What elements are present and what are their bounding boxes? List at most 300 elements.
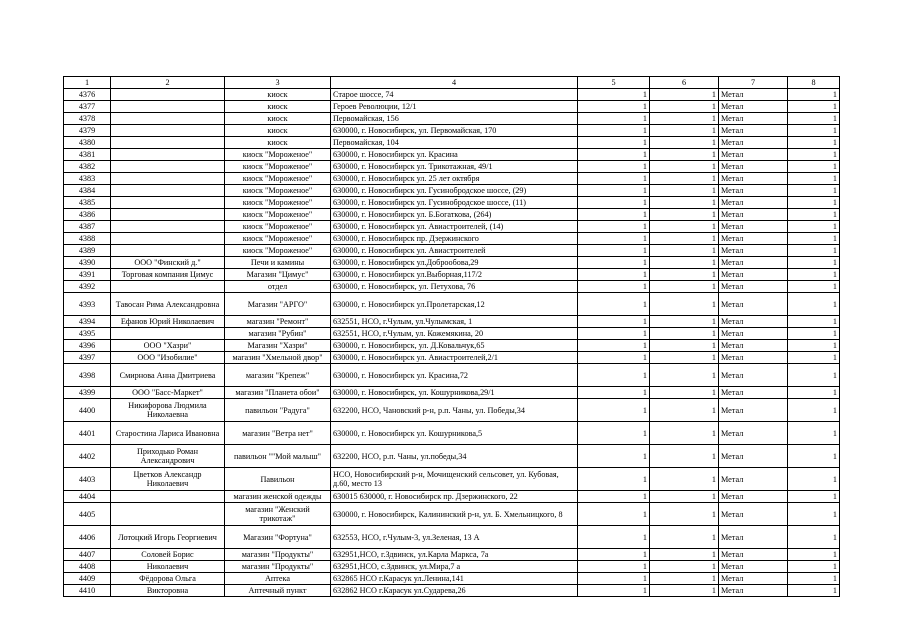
column-header: 2 [111, 77, 225, 89]
count-value-cell: 1 [650, 221, 719, 233]
owner-name-cell [111, 173, 225, 185]
object-type-cell: киоск "Мороженое" [225, 221, 331, 233]
table-row [64, 233, 840, 245]
table-row [64, 340, 840, 352]
column-header: 6 [650, 77, 719, 89]
count-value-cell: 1 [650, 89, 719, 101]
object-type-cell: Аптечный пункт [225, 585, 331, 597]
row-number-cell: 4393 [64, 293, 111, 316]
owner-name-cell [111, 221, 225, 233]
material-cell: Метал [719, 185, 788, 197]
material-cell: Метал [719, 316, 788, 328]
table-row [64, 445, 840, 468]
table-row [64, 221, 840, 233]
count-value-cell: 1 [788, 573, 840, 585]
row-number-cell: 4378 [64, 113, 111, 125]
count-value-cell: 1 [578, 101, 650, 113]
count-value-cell: 1 [650, 209, 719, 221]
count-value-cell: 1 [650, 161, 719, 173]
count-value-cell: 1 [578, 352, 650, 364]
material-cell: Метал [719, 468, 788, 491]
count-value-cell: 1 [578, 233, 650, 245]
material-cell: Метал [719, 445, 788, 468]
address-cell: 632951,НСО, г.Здвинск, ул.Карла Маркса, 7а [331, 549, 578, 561]
address-cell: 630000, г. Новосибирск ул. Красина [331, 149, 578, 161]
count-value-cell: 1 [788, 340, 840, 352]
material-cell: Метал [719, 399, 788, 422]
object-type-cell: Печи и камины [225, 257, 331, 269]
table-row [64, 209, 840, 221]
object-type-cell: Магазин "Хазри" [225, 340, 331, 352]
count-value-cell: 1 [788, 197, 840, 209]
count-value-cell: 1 [788, 269, 840, 281]
table-row [64, 173, 840, 185]
owner-name-cell: ООО "Финский д." [111, 257, 225, 269]
row-number-cell: 4388 [64, 233, 111, 245]
material-cell: Метал [719, 352, 788, 364]
count-value-cell: 1 [650, 352, 719, 364]
object-type-cell: павильон ""Мой малыш" [225, 445, 331, 468]
count-value-cell: 1 [650, 197, 719, 209]
object-type-cell: киоск "Мороженое" [225, 233, 331, 245]
owner-name-cell [111, 161, 225, 173]
column-header: 1 [64, 77, 111, 89]
row-number-cell: 4384 [64, 185, 111, 197]
address-cell: 630000, г. Новосибирск ул.Доброобова,29 [331, 257, 578, 269]
row-number-cell: 4379 [64, 125, 111, 137]
material-cell: Метал [719, 561, 788, 573]
address-cell: Героев Революции, 12/1 [331, 101, 578, 113]
count-value-cell: 1 [788, 293, 840, 316]
address-cell: НСО, Новосибирский р-н, Мочищенский сельсовет, ул. Кубовая, д.60, место 13 [331, 468, 578, 491]
count-value-cell: 1 [650, 101, 719, 113]
count-value-cell: 1 [788, 245, 840, 257]
owner-name-cell: Соловей Борис [111, 549, 225, 561]
material-cell: Метал [719, 161, 788, 173]
address-cell: 630000, г. Новосибирск, ул. Кошурникова,29/1 [331, 387, 578, 399]
owner-name-cell: ООО "Изобилие" [111, 352, 225, 364]
owner-name-cell [111, 89, 225, 101]
address-cell: 630000, г. Новосибирск ул. Авиастроителей, (14) [331, 221, 578, 233]
owner-name-cell [111, 197, 225, 209]
count-value-cell: 1 [788, 399, 840, 422]
object-type-cell: киоск "Мороженое" [225, 185, 331, 197]
material-cell: Метал [719, 281, 788, 293]
count-value-cell: 1 [578, 328, 650, 340]
count-value-cell: 1 [650, 491, 719, 503]
address-cell: 632865 НСО г.Карасук ул.Ленина,141 [331, 573, 578, 585]
table-row [64, 364, 840, 387]
material-cell: Метал [719, 245, 788, 257]
object-type-cell: киоск "Мороженое" [225, 209, 331, 221]
owner-name-cell [111, 113, 225, 125]
count-value-cell: 1 [578, 491, 650, 503]
owner-name-cell: Старостина Лариса Ивановна [111, 422, 225, 445]
count-value-cell: 1 [650, 387, 719, 399]
count-value-cell: 1 [650, 573, 719, 585]
owner-name-cell: Никифорова Людмила Николаевна [111, 399, 225, 422]
count-value-cell: 1 [650, 316, 719, 328]
material-cell: Метал [719, 364, 788, 387]
material-cell: Метал [719, 173, 788, 185]
count-value-cell: 1 [578, 445, 650, 468]
owner-name-cell [111, 149, 225, 161]
table-row [64, 316, 840, 328]
count-value-cell: 1 [578, 293, 650, 316]
column-header: 8 [788, 77, 840, 89]
material-cell: Метал [719, 526, 788, 549]
row-number-cell: 4398 [64, 364, 111, 387]
table-row [64, 149, 840, 161]
row-number-cell: 4407 [64, 549, 111, 561]
row-number-cell: 4381 [64, 149, 111, 161]
count-value-cell: 1 [650, 137, 719, 149]
address-cell: 630000, г. Новосибирск ул. Красина,72 [331, 364, 578, 387]
table-row [64, 197, 840, 209]
owner-name-cell [111, 233, 225, 245]
owner-name-cell [111, 503, 225, 526]
count-value-cell: 1 [578, 257, 650, 269]
address-cell: 630000, г. Новосибирск ул. Трикотажная, 49/1 [331, 161, 578, 173]
count-value-cell: 1 [788, 503, 840, 526]
count-value-cell: 1 [578, 387, 650, 399]
material-cell: Метал [719, 89, 788, 101]
material-cell: Метал [719, 257, 788, 269]
owner-name-cell: Тавосан Рима Александровна [111, 293, 225, 316]
count-value-cell: 1 [578, 161, 650, 173]
count-value-cell: 1 [788, 89, 840, 101]
count-value-cell: 1 [578, 173, 650, 185]
object-type-cell: киоск [225, 125, 331, 137]
count-value-cell: 1 [578, 89, 650, 101]
column-header: 5 [578, 77, 650, 89]
address-cell: 632200, НСО, Чановский р-н, р.п. Чаны, ул. Победы,34 [331, 399, 578, 422]
object-type-cell: павильон "Радуга" [225, 399, 331, 422]
table-row [64, 245, 840, 257]
count-value-cell: 1 [650, 364, 719, 387]
column-header: 3 [225, 77, 331, 89]
count-value-cell: 1 [788, 328, 840, 340]
address-cell: 630000, г. Новосибирск ул.Выборная,117/2 [331, 269, 578, 281]
material-cell: Метал [719, 269, 788, 281]
column-header: 7 [719, 77, 788, 89]
material-cell: Метал [719, 221, 788, 233]
object-type-cell: киоск [225, 89, 331, 101]
owner-name-cell [111, 281, 225, 293]
count-value-cell: 1 [650, 561, 719, 573]
material-cell: Метал [719, 328, 788, 340]
count-value-cell: 1 [650, 173, 719, 185]
count-value-cell: 1 [650, 585, 719, 597]
count-value-cell: 1 [578, 209, 650, 221]
row-number-cell: 4386 [64, 209, 111, 221]
owner-name-cell [111, 245, 225, 257]
owner-name-cell [111, 328, 225, 340]
count-value-cell: 1 [650, 281, 719, 293]
material-cell: Метал [719, 233, 788, 245]
row-number-cell: 4402 [64, 445, 111, 468]
object-type-cell: киоск [225, 101, 331, 113]
material-cell: Метал [719, 491, 788, 503]
material-cell: Метал [719, 422, 788, 445]
row-number-cell: 4382 [64, 161, 111, 173]
owner-name-cell [111, 137, 225, 149]
count-value-cell: 1 [578, 549, 650, 561]
table-row [64, 526, 840, 549]
count-value-cell: 1 [788, 585, 840, 597]
object-type-cell: Павильон [225, 468, 331, 491]
table-row [64, 422, 840, 445]
count-value-cell: 1 [788, 137, 840, 149]
object-type-cell: Магазин "Фортуна" [225, 526, 331, 549]
row-number-cell: 4391 [64, 269, 111, 281]
row-number-cell: 4387 [64, 221, 111, 233]
count-value-cell: 1 [578, 137, 650, 149]
row-number-cell: 4401 [64, 422, 111, 445]
count-value-cell: 1 [788, 364, 840, 387]
table-row [64, 328, 840, 340]
table-row [64, 89, 840, 101]
count-value-cell: 1 [650, 233, 719, 245]
count-value-cell: 1 [650, 293, 719, 316]
count-value-cell: 1 [578, 316, 650, 328]
owner-name-cell: Торговая компания Цимус [111, 269, 225, 281]
count-value-cell: 1 [788, 491, 840, 503]
material-cell: Метал [719, 293, 788, 316]
material-cell: Метал [719, 503, 788, 526]
material-cell: Метал [719, 549, 788, 561]
count-value-cell: 1 [650, 185, 719, 197]
row-number-cell: 4394 [64, 316, 111, 328]
count-value-cell: 1 [578, 269, 650, 281]
table-row [64, 573, 840, 585]
address-cell: 630000, г. Новосибирск ул. 25 лет октября [331, 173, 578, 185]
owner-name-cell: Смирнова Анна Дмитриева [111, 364, 225, 387]
object-type-cell: магазин "Планета обои" [225, 387, 331, 399]
count-value-cell: 1 [788, 561, 840, 573]
address-cell: 630000, г. Новосибирск ул.Пролетарская,12 [331, 293, 578, 316]
address-cell: 632200, НСО, р.п. Чаны, ул.победы,34 [331, 445, 578, 468]
count-value-cell: 1 [578, 364, 650, 387]
owner-name-cell [111, 209, 225, 221]
count-value-cell: 1 [578, 503, 650, 526]
count-value-cell: 1 [650, 340, 719, 352]
material-cell: Метал [719, 149, 788, 161]
count-value-cell: 1 [788, 257, 840, 269]
count-value-cell: 1 [788, 101, 840, 113]
count-value-cell: 1 [650, 445, 719, 468]
table-row [64, 503, 840, 526]
count-value-cell: 1 [788, 149, 840, 161]
object-type-cell: Магазин "Цимус" [225, 269, 331, 281]
table-row [64, 585, 840, 597]
address-cell: Первомайская, 104 [331, 137, 578, 149]
object-type-cell: магазин "Хмельной двор" [225, 352, 331, 364]
count-value-cell: 1 [650, 125, 719, 137]
count-value-cell: 1 [788, 352, 840, 364]
address-cell: 630000, г. Новосибирск ул. Гусинобродское шоссе, (11) [331, 197, 578, 209]
count-value-cell: 1 [788, 387, 840, 399]
object-type-cell: магазин "Продукты" [225, 549, 331, 561]
address-cell: 630000, г. Новосибирск, ул. Первомайская, 170 [331, 125, 578, 137]
count-value-cell: 1 [650, 468, 719, 491]
owner-name-cell [111, 125, 225, 137]
address-cell: 630000, г. Новосибирск ул. Авиастроителей [331, 245, 578, 257]
table-row [64, 468, 840, 491]
owner-name-cell [111, 491, 225, 503]
address-cell: 632551, НСО, г.Чулым, ул. Кожемякина, 20 [331, 328, 578, 340]
table-row [64, 549, 840, 561]
object-type-cell: магазин "Ветра нет" [225, 422, 331, 445]
object-type-cell: магазин "Крепеж" [225, 364, 331, 387]
row-number-cell: 4395 [64, 328, 111, 340]
count-value-cell: 1 [650, 526, 719, 549]
material-cell: Метал [719, 387, 788, 399]
object-type-cell: киоск "Мороженое" [225, 197, 331, 209]
owner-name-cell: Николаевич [111, 561, 225, 573]
count-value-cell: 1 [788, 185, 840, 197]
row-number-cell: 4377 [64, 101, 111, 113]
row-number-cell: 4389 [64, 245, 111, 257]
row-number-cell: 4408 [64, 561, 111, 573]
count-value-cell: 1 [578, 573, 650, 585]
count-value-cell: 1 [788, 316, 840, 328]
material-cell: Метал [719, 125, 788, 137]
material-cell: Метал [719, 585, 788, 597]
object-type-cell: киоск [225, 113, 331, 125]
object-type-cell: отдел [225, 281, 331, 293]
count-value-cell: 1 [788, 526, 840, 549]
owner-name-cell [111, 185, 225, 197]
address-cell: 632551, НСО, г.Чулым, ул.Чулымская, 1 [331, 316, 578, 328]
address-cell: 630000, г. Новосибирск, ул. Петухова, 76 [331, 281, 578, 293]
count-value-cell: 1 [788, 209, 840, 221]
count-value-cell: 1 [578, 281, 650, 293]
table-row [64, 561, 840, 573]
object-type-cell: Аптека [225, 573, 331, 585]
count-value-cell: 1 [578, 185, 650, 197]
row-number-cell: 4392 [64, 281, 111, 293]
row-number-cell: 4383 [64, 173, 111, 185]
object-type-cell: магазин "Рубин" [225, 328, 331, 340]
address-cell: 632553, НСО, г.Чулым-3, ул.Зеленая, 13 А [331, 526, 578, 549]
count-value-cell: 1 [788, 233, 840, 245]
address-cell: Старое шоссе, 74 [331, 89, 578, 101]
count-value-cell: 1 [788, 173, 840, 185]
column-header: 4 [331, 77, 578, 89]
row-number-cell: 4390 [64, 257, 111, 269]
table-row [64, 281, 840, 293]
table-row [64, 137, 840, 149]
object-type-cell: Магазин "АРГО" [225, 293, 331, 316]
material-cell: Метал [719, 113, 788, 125]
address-cell: Первомайская, 156 [331, 113, 578, 125]
address-cell: 632951,НСО, с.Здвинск, ул.Мира,7 а [331, 561, 578, 573]
row-number-cell: 4410 [64, 585, 111, 597]
owner-name-cell: Приходько Роман Александрович [111, 445, 225, 468]
row-number-cell: 4380 [64, 137, 111, 149]
count-value-cell: 1 [578, 125, 650, 137]
count-value-cell: 1 [788, 125, 840, 137]
count-value-cell: 1 [650, 245, 719, 257]
owner-name-cell: Викторовна [111, 585, 225, 597]
count-value-cell: 1 [578, 113, 650, 125]
object-type-cell: киоск [225, 137, 331, 149]
owner-name-cell: Фёдорова Ольга [111, 573, 225, 585]
table-row [64, 257, 840, 269]
count-value-cell: 1 [650, 113, 719, 125]
owner-name-cell: ООО "Хазри" [111, 340, 225, 352]
count-value-cell: 1 [650, 422, 719, 445]
owner-name-cell: Цветков Александр Николаевич [111, 468, 225, 491]
address-cell: 630000, г. Новосибирск ул. Кошурникова,5 [331, 422, 578, 445]
owner-name-cell: ООО "Басс-Маркет" [111, 387, 225, 399]
table-row [64, 399, 840, 422]
material-cell: Метал [719, 197, 788, 209]
count-value-cell: 1 [788, 113, 840, 125]
count-value-cell: 1 [578, 526, 650, 549]
owner-name-cell: Лотоцкий Игорь Георгиевич [111, 526, 225, 549]
count-value-cell: 1 [650, 149, 719, 161]
count-value-cell: 1 [578, 561, 650, 573]
row-number-cell: 4404 [64, 491, 111, 503]
table-row [64, 185, 840, 197]
table-row [64, 101, 840, 113]
row-number-cell: 4385 [64, 197, 111, 209]
table-row [64, 113, 840, 125]
row-number-cell: 4406 [64, 526, 111, 549]
address-cell: 630000, г. Новосибирск ул. Б.Богаткова, (264) [331, 209, 578, 221]
count-value-cell: 1 [788, 221, 840, 233]
count-value-cell: 1 [788, 445, 840, 468]
count-value-cell: 1 [650, 269, 719, 281]
owner-name-cell [111, 101, 225, 113]
count-value-cell: 1 [788, 468, 840, 491]
row-number-cell: 4409 [64, 573, 111, 585]
row-number-cell: 4400 [64, 399, 111, 422]
count-value-cell: 1 [578, 221, 650, 233]
address-cell: 630000, г. Новосибирск ул. Гусинобродское шоссе, (29) [331, 185, 578, 197]
registry-table [63, 76, 840, 597]
count-value-cell: 1 [650, 257, 719, 269]
address-cell: 630000, г. Новосибирск, Калининский р-н, ул. Б. Хмельницкого, 8 [331, 503, 578, 526]
count-value-cell: 1 [578, 149, 650, 161]
material-cell: Метал [719, 137, 788, 149]
object-type-cell: киоск "Мороженое" [225, 149, 331, 161]
address-cell: 630015 630000, г. Новосибирск пр. Дзержинского, 22 [331, 491, 578, 503]
count-value-cell: 1 [650, 399, 719, 422]
row-number-cell: 4405 [64, 503, 111, 526]
count-value-cell: 1 [788, 549, 840, 561]
row-number-cell: 4399 [64, 387, 111, 399]
count-value-cell: 1 [650, 503, 719, 526]
object-type-cell: киоск "Мороженое" [225, 245, 331, 257]
table-row [64, 125, 840, 137]
object-type-cell: киоск "Мороженое" [225, 173, 331, 185]
count-value-cell: 1 [788, 422, 840, 445]
count-value-cell: 1 [578, 399, 650, 422]
table-row [64, 387, 840, 399]
count-value-cell: 1 [788, 161, 840, 173]
count-value-cell: 1 [578, 422, 650, 445]
count-value-cell: 1 [578, 197, 650, 209]
count-value-cell: 1 [650, 328, 719, 340]
material-cell: Метал [719, 101, 788, 113]
owner-name-cell: Ефанов Юрий Николаевич [111, 316, 225, 328]
table-row [64, 491, 840, 503]
row-number-cell: 4397 [64, 352, 111, 364]
material-cell: Метал [719, 573, 788, 585]
